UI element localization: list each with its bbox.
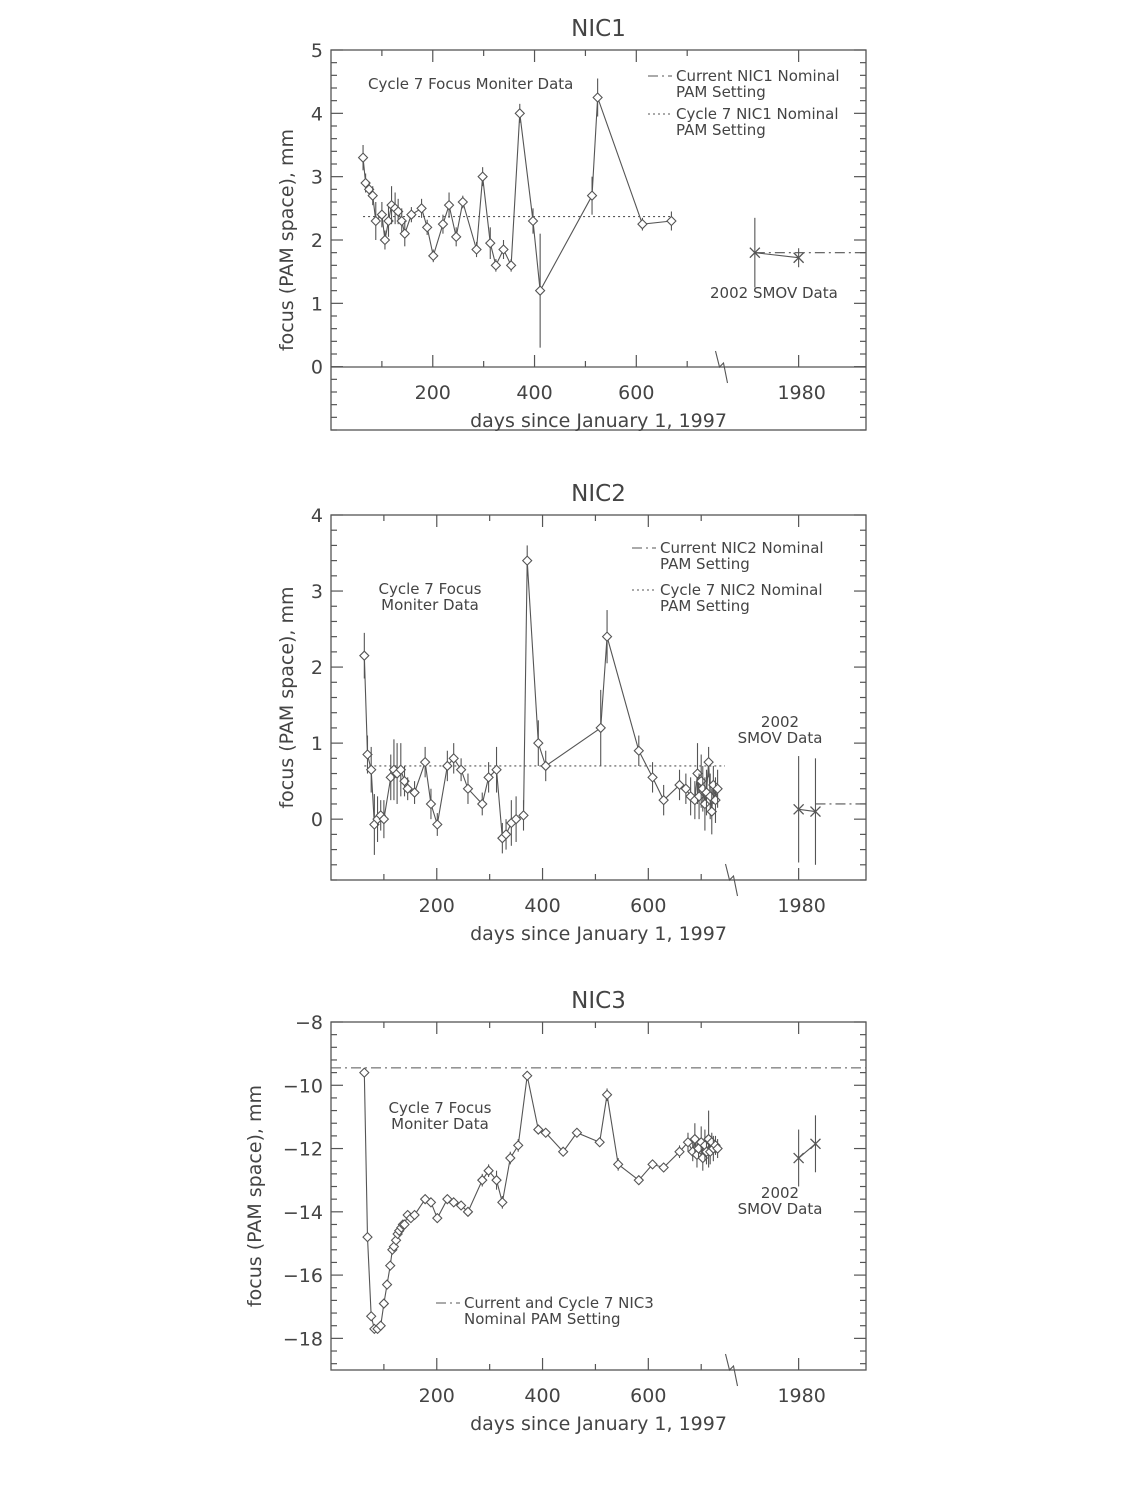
- data-point: [363, 1233, 372, 1242]
- data-point: [363, 750, 372, 759]
- annotation: SMOV Data: [737, 1200, 823, 1218]
- y-tick-label: 0: [310, 809, 323, 832]
- legend-entry: [648, 105, 839, 139]
- data-point: [523, 1071, 532, 1080]
- legend-label: PAM Setting: [660, 597, 750, 615]
- data-point: [588, 191, 597, 200]
- y-tick-label: 0: [310, 356, 323, 379]
- x-tick-label: 400: [516, 382, 553, 404]
- legend-label: Current NIC1 Nominal: [676, 67, 840, 85]
- data-point: [507, 261, 516, 270]
- legend-label: Cycle 7 NIC2 Nominal: [660, 581, 823, 599]
- data-point: [433, 1214, 442, 1223]
- legend-label: PAM Setting: [676, 121, 766, 139]
- data-point: [486, 239, 495, 248]
- legend-label: Current and Cycle 7 NIC3: [464, 1294, 654, 1312]
- data-point: [478, 1176, 487, 1185]
- data-point: [491, 261, 500, 270]
- data-point: [380, 236, 389, 245]
- data-point: [596, 723, 605, 732]
- data-point: [648, 773, 657, 782]
- data-point: [634, 746, 643, 755]
- data-point: [360, 1068, 369, 1077]
- x-axis-label: days since January 1, 1997: [470, 410, 727, 432]
- x-tick-label: 600: [618, 382, 655, 404]
- legend-label: Cycle 7 NIC1 Nominal: [676, 105, 839, 123]
- x-tick-label-break: 1980: [777, 895, 826, 917]
- data-point: [359, 153, 368, 162]
- annotation: Cycle 7 Focus Moniter Data: [368, 75, 574, 93]
- data-point: [529, 217, 538, 226]
- y-tick-label: −14: [282, 1201, 323, 1224]
- legend-entry: [632, 581, 823, 615]
- y-axis-label: focus (PAM space), mm: [244, 1084, 266, 1308]
- data-point: [458, 198, 467, 207]
- data-point: [595, 1138, 604, 1147]
- y-tick-label: −16: [282, 1265, 323, 1288]
- data-point: [367, 1312, 376, 1321]
- x-tick-label: 200: [418, 895, 455, 917]
- y-tick-label: 5: [310, 40, 323, 62]
- annotation: Cycle 7 Focus: [378, 580, 482, 598]
- data-point: [499, 245, 508, 254]
- y-tick-label: 3: [310, 166, 323, 189]
- data-point: [593, 93, 602, 102]
- legend-entry: [436, 1294, 654, 1328]
- annotation: Cycle 7 Focus: [388, 1099, 492, 1117]
- data-point: [536, 286, 545, 295]
- chart-nic1: [276, 16, 866, 432]
- y-tick-label: 1: [310, 733, 323, 756]
- y-tick-label: 3: [310, 581, 323, 604]
- y-tick-label: −18: [282, 1328, 323, 1351]
- series-smov: [794, 1115, 821, 1186]
- x-tick-label: 200: [414, 382, 451, 404]
- data-point: [367, 765, 376, 774]
- x-axis-label: days since January 1, 1997: [470, 923, 727, 945]
- data-point: [603, 1090, 612, 1099]
- chart-nic2: [276, 481, 866, 945]
- y-tick-label: 2: [310, 230, 323, 252]
- legend-label: PAM Setting: [676, 83, 766, 101]
- x-tick-label: 400: [524, 895, 561, 917]
- legend-entry: [632, 539, 824, 573]
- series-line: [363, 98, 671, 291]
- data-point: [541, 761, 550, 770]
- annotation: SMOV Data: [737, 729, 823, 747]
- data-point: [523, 556, 532, 565]
- y-tick-label: 4: [310, 103, 323, 126]
- legend-entry: [648, 67, 840, 101]
- data-point: [572, 1128, 581, 1137]
- plot-frame: [331, 515, 866, 880]
- legend-label: Nominal PAM Setting: [464, 1310, 621, 1328]
- data-point: [638, 220, 647, 229]
- data-point: [438, 220, 447, 229]
- data-point: [407, 210, 416, 219]
- x-tick-label: 400: [524, 1385, 561, 1407]
- annotation: 2002: [760, 713, 800, 731]
- data-point: [700, 799, 709, 808]
- y-axis-label: focus (PAM space), mm: [276, 128, 298, 352]
- data-point: [707, 807, 716, 816]
- x-axis-label: days since January 1, 1997: [470, 1413, 727, 1435]
- data-point: [457, 765, 466, 774]
- y-tick-label: 4: [310, 505, 323, 527]
- data-point: [379, 1299, 388, 1308]
- chart-title: NIC2: [571, 481, 626, 507]
- annotation: Moniter Data: [391, 1115, 489, 1133]
- data-point: [383, 1280, 392, 1289]
- data-point: [704, 758, 713, 767]
- series-line: [755, 253, 799, 258]
- x-tick-label: 600: [630, 1385, 667, 1407]
- y-axis-label: focus (PAM space), mm: [276, 586, 298, 809]
- data-point: [506, 1154, 515, 1163]
- chart-title: NIC3: [571, 988, 626, 1014]
- data-point: [614, 1160, 623, 1169]
- data-point: [433, 820, 442, 829]
- y-tick-label: −8: [294, 1012, 323, 1034]
- data-point: [445, 201, 454, 210]
- y-tick-label: 1: [310, 293, 323, 316]
- annotation: 2002 SMOV Data: [710, 284, 838, 302]
- series-cycle7: [359, 79, 676, 348]
- x-tick-label: 600: [630, 895, 667, 917]
- legend-label: Current NIC2 Nominal: [660, 539, 824, 557]
- data-point: [667, 217, 676, 226]
- y-tick-label: −12: [282, 1138, 323, 1161]
- data-point: [386, 1261, 395, 1270]
- data-point: [514, 1141, 523, 1150]
- y-tick-label: 2: [310, 657, 323, 680]
- annotation: Moniter Data: [381, 596, 479, 614]
- data-point: [417, 204, 426, 213]
- data-point: [421, 758, 430, 767]
- data-point: [452, 232, 461, 241]
- data-point: [478, 172, 487, 181]
- data-point: [498, 1198, 507, 1207]
- legend-label: PAM Setting: [660, 555, 750, 573]
- data-point: [534, 739, 543, 748]
- data-point: [515, 109, 524, 118]
- data-point: [426, 799, 435, 808]
- annotation: 2002: [760, 1184, 800, 1202]
- x-tick-label-break: 1980: [777, 1385, 826, 1407]
- data-point: [472, 245, 481, 254]
- data-point: [360, 651, 369, 660]
- chart-nic3: [244, 988, 866, 1435]
- data-point: [429, 251, 438, 260]
- data-point: [603, 632, 612, 641]
- series-smov: [794, 756, 821, 865]
- chart-title: NIC1: [571, 16, 626, 42]
- x-tick-label: 200: [418, 1385, 455, 1407]
- x-tick-label-break: 1980: [777, 382, 826, 404]
- data-point: [423, 223, 432, 232]
- y-tick-label: −10: [282, 1075, 323, 1098]
